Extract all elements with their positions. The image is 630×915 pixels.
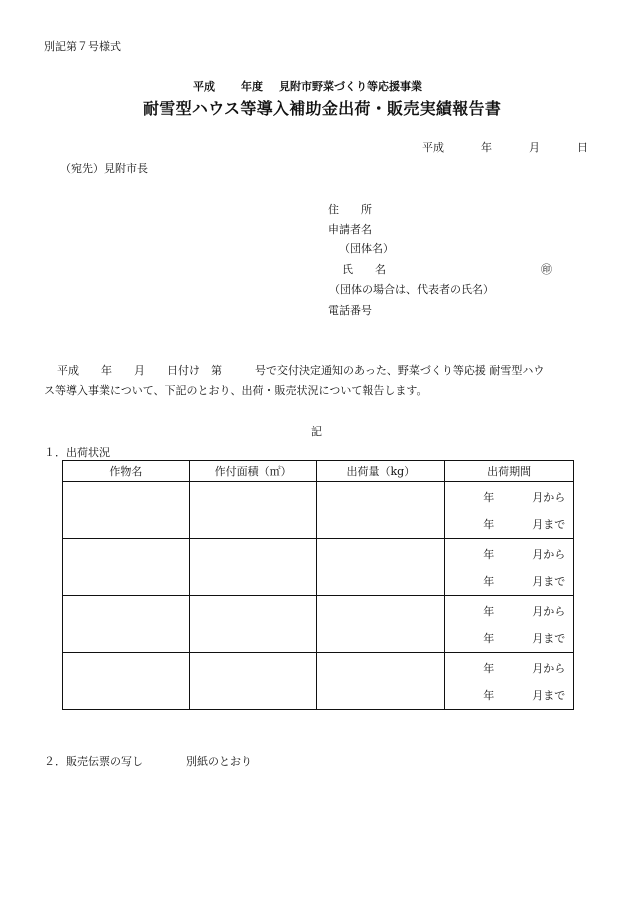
body-text-line-2: ス等導入事業について、下記のとおり、出荷・販売状況について報告します。 [44, 384, 428, 397]
period-from-year: 年 [483, 605, 495, 618]
period-to-label: 月まで [532, 575, 566, 588]
date-year: 年 [481, 141, 492, 154]
period-to-year: 年 [483, 575, 495, 588]
table-row [63, 482, 574, 539]
date-month: 月 [529, 141, 540, 154]
period-to-label: 月まで [532, 632, 566, 645]
body-text-line-1: 平成 年 月 日付け 第 号で交付決定通知のあった、野菜づくり等応援 耐雪型ハウ [57, 364, 545, 377]
page-title: 耐雪型ハウス等導入補助金出荷・販売実績報告書 [143, 99, 502, 118]
title-program: 見附市野菜づくり等応援事業 [279, 80, 422, 93]
area-cell[interactable] [189, 596, 317, 653]
person-name-label: 氏 名 [342, 263, 386, 276]
form-label: 別記第７号様式 [44, 40, 121, 53]
shipment-table [62, 460, 574, 710]
addressee: （宛先）見附市長 [60, 162, 148, 175]
applicant-name-label: 申請者名 [328, 223, 372, 236]
date-era: 平成 [422, 141, 444, 154]
period-cell[interactable] [445, 482, 574, 539]
section-2-value: 別紙のとおり [186, 755, 252, 768]
period-from-year: 年 [483, 662, 495, 675]
applicant-address-label: 住 所 [328, 203, 372, 216]
area-cell[interactable] [189, 482, 317, 539]
period-to-year: 年 [483, 518, 495, 531]
table-row [63, 596, 574, 653]
period-from-label: 月から [532, 605, 566, 618]
table-row [63, 653, 574, 710]
header-quantity: 出荷量（kg） [317, 461, 445, 482]
period-from-year: 年 [483, 491, 495, 504]
section-1-label: １．出荷状況 [44, 446, 110, 459]
table-row [63, 539, 574, 596]
ki-heading: 記 [311, 425, 322, 438]
section-2-label: ２．販売伝票の写し [44, 755, 143, 768]
title-era: 平成 [193, 80, 215, 93]
period-from-label: 月から [532, 491, 566, 504]
period-from-label: 月から [532, 548, 566, 561]
crop-cell[interactable] [63, 482, 190, 539]
quantity-cell[interactable] [317, 653, 445, 710]
period-cell[interactable] [445, 653, 574, 710]
area-cell[interactable] [189, 539, 317, 596]
area-cell[interactable] [189, 653, 317, 710]
period-cell[interactable] [445, 539, 574, 596]
phone-label: 電話番号 [328, 304, 372, 317]
crop-cell[interactable] [63, 539, 190, 596]
title-year-unit: 年度 [241, 80, 263, 93]
header-crop: 作物名 [63, 461, 190, 482]
period-from-year: 年 [483, 548, 495, 561]
header-area: 作付面積（㎡） [189, 461, 317, 482]
quantity-cell[interactable] [317, 482, 445, 539]
quantity-cell[interactable] [317, 539, 445, 596]
group-representative-note: （団体の場合は、代表者の氏名） [329, 283, 494, 296]
table-header-row [63, 461, 574, 482]
period-to-year: 年 [483, 689, 495, 702]
quantity-cell[interactable] [317, 596, 445, 653]
period-to-label: 月まで [532, 689, 566, 702]
header-period: 出荷期間 [445, 461, 574, 482]
date-day: 日 [577, 141, 588, 154]
seal-mark: ㊞ [541, 263, 552, 276]
crop-cell[interactable] [63, 653, 190, 710]
period-to-label: 月まで [532, 518, 566, 531]
crop-cell[interactable] [63, 596, 190, 653]
period-cell[interactable] [445, 596, 574, 653]
period-from-label: 月から [532, 662, 566, 675]
period-to-year: 年 [483, 632, 495, 645]
group-name-label: （団体名） [339, 242, 394, 255]
